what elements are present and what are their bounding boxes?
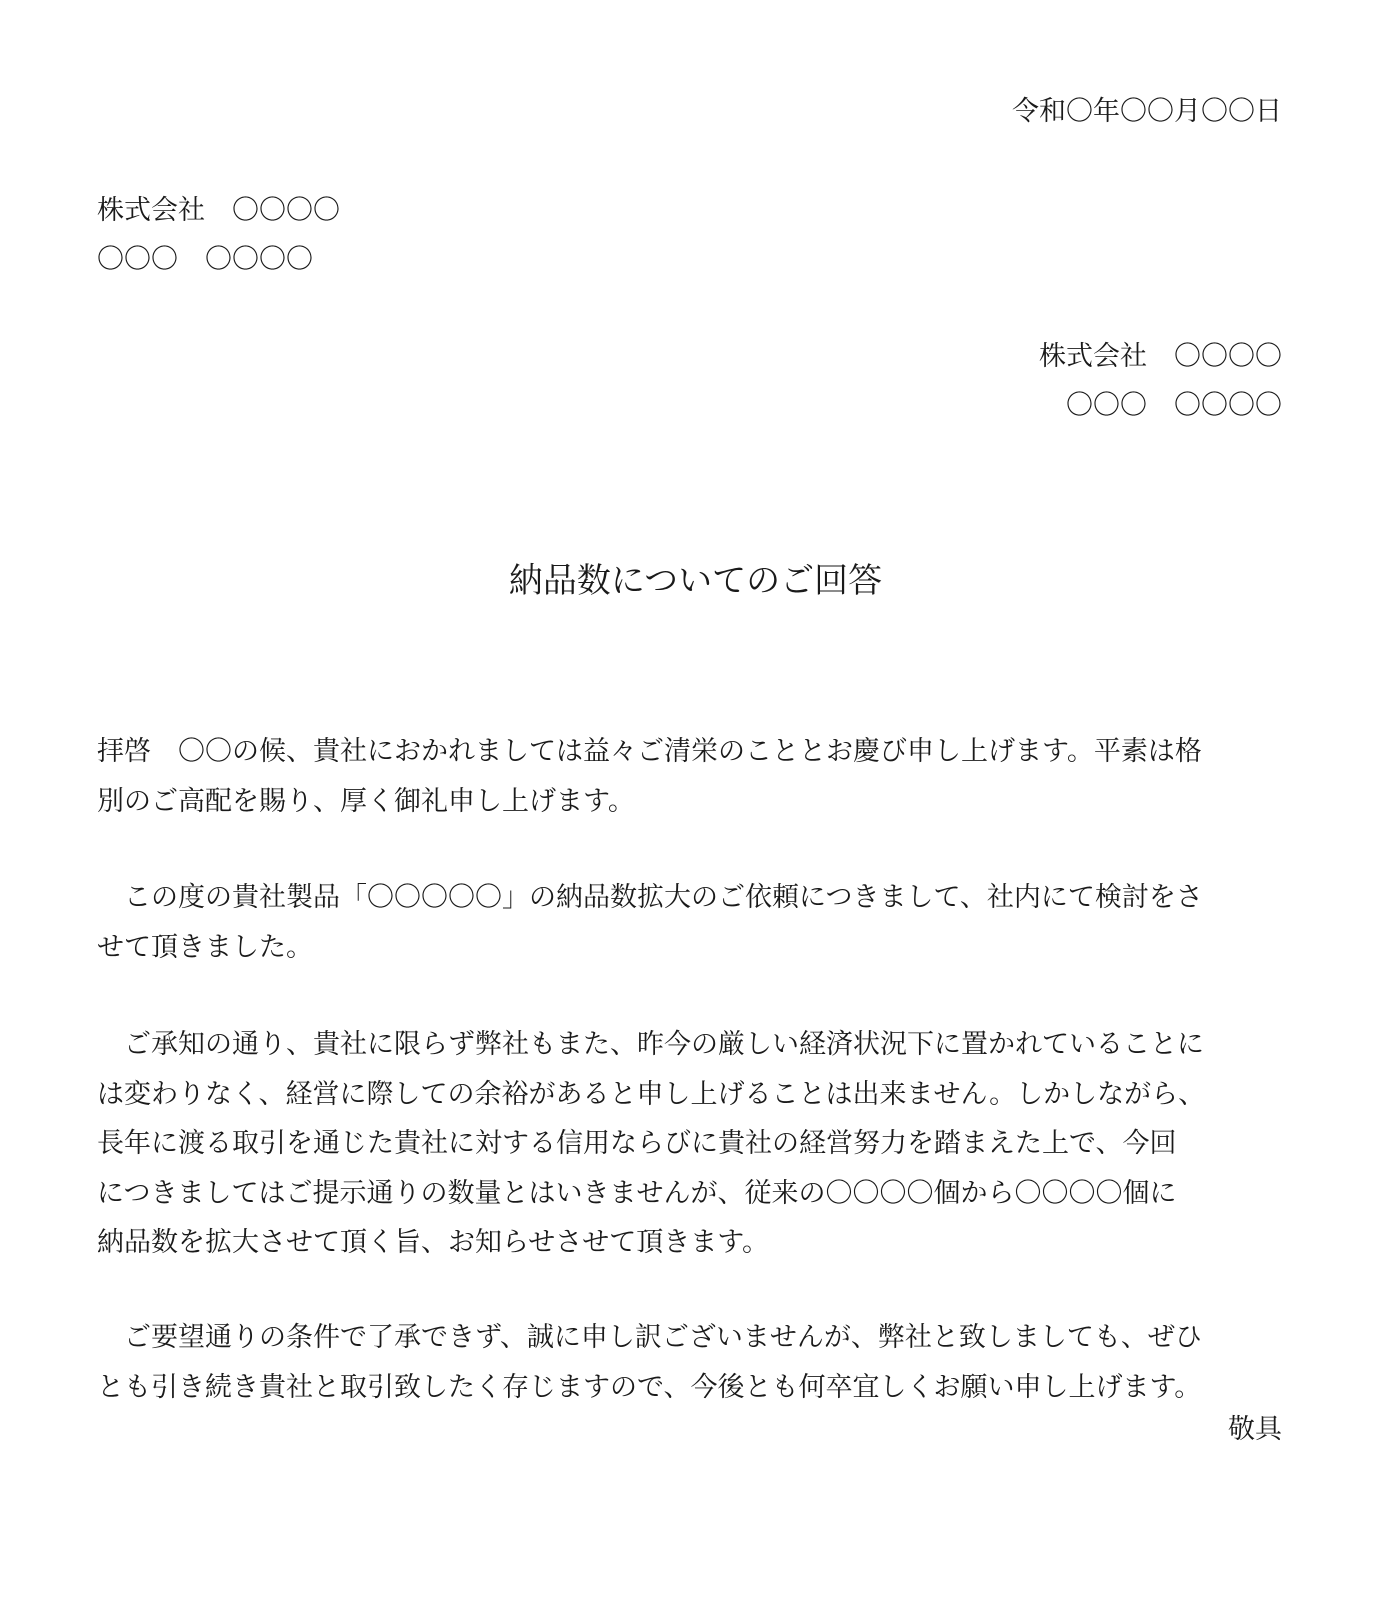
- sender-person: 〇〇〇 〇〇〇〇: [1066, 390, 1282, 421]
- body-paragraph-greeting: 拝啓 〇〇の候、貴社におかれましては益々ご清栄のこととお慶び申し上げます。平素は格 別のご高配を賜り、厚く御礼申し上げます。: [97, 736, 1202, 817]
- body-paragraph-closing: ご要望通りの条件で了承できず、誠に申し訳ございませんが、弊社と致しましても、ぜひ とも引き続き貴社と取引致したく存じますので、今後とも何卒宜しくお願い申し上げます。: [97, 1322, 1202, 1403]
- body-paragraph-request: この度の貴社製品「〇〇〇〇〇」の納品数拡大のご依頼につきまして、社内にて検討をさ せて頂きました。: [97, 882, 1203, 963]
- letter-date: 令和〇年〇〇月〇〇日: [1012, 96, 1282, 127]
- recipient-company: 株式会社 〇〇〇〇: [97, 195, 340, 226]
- letter-title: 納品数についてのご回答: [508, 561, 883, 601]
- closing-word: 敬具: [1228, 1414, 1282, 1445]
- recipient-person: 〇〇〇 〇〇〇〇: [97, 244, 313, 275]
- sender-company: 株式会社 〇〇〇〇: [1039, 341, 1282, 372]
- body-paragraph-answer: ご承知の通り、貴社に限らず弊社もまた、昨今の厳しい経済状況下に置かれていることに は変わりなく、経営に際しての余裕があると申し上げることは出来ません。しかしながら、 長年に渡る取引を通じた貴社に対する信用ならびに貴社の経営努力を踏まえた上で、今回 につきましてはご提示通りの数量とはいきませんが、従来の〇〇〇〇個から〇〇〇〇個に 納品数を拡大させて頂く旨、お知らせさせて頂きます。: [97, 1029, 1206, 1258]
